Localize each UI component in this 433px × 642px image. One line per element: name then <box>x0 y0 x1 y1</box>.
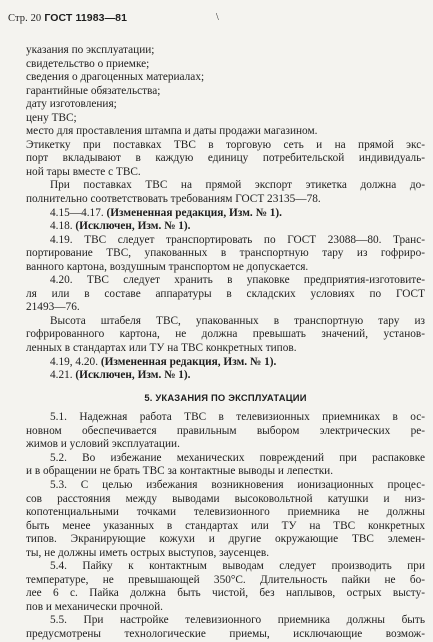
text-line: 5.3. С целью избежания возникновения ионизационных процес- <box>50 478 425 491</box>
text-line: новном обеспечивается правильным выбором электрических ре- <box>26 424 425 437</box>
text-line: При поставках ТВС на прямой экспорт этикетка должна до- <box>50 179 425 192</box>
text-line: сов расстояния между выводами высоковольтной катушки и низ- <box>26 492 425 505</box>
text-line: 21493—76. <box>26 301 80 314</box>
paragraph-4-20 <box>26 274 425 315</box>
document-body <box>26 44 425 642</box>
change-note-4-19 <box>26 356 425 370</box>
text-line: быть менее указанных в стандартах или ТУ на ТВС конкретных <box>26 519 425 532</box>
text-line: 5.4. Пайку к контактным выводам следует производить при <box>50 560 425 573</box>
text-line: 5.2. Во избежание механических повреждений при распаковке <box>50 451 425 464</box>
page-number: Стр. 20 <box>8 13 42 24</box>
change-note-text: (Измененная редакция, Изм. № 1). <box>106 206 282 219</box>
change-note-text: (Исключен, Изм. № 1). <box>75 369 191 382</box>
change-note-text: (Исключен, Изм. № 1). <box>75 220 191 233</box>
text-line: ванного картона, воздушным транспортом не допускается. <box>26 260 309 273</box>
list-item: дату изготовления; <box>26 98 117 111</box>
text-line: порт вкладывают в каждую единицу потребительской индивидуаль- <box>26 152 425 165</box>
text-line: лее 6 с. Пайка должна быть чистой, без наплывов, острых высту- <box>26 587 425 600</box>
text-line: 5.5. При настройке телевизионного приемника должны быть <box>50 614 425 627</box>
text-line: ля или в составе аппаратуры в складских условиях по ГОСТ <box>26 287 425 300</box>
change-note-4-18 <box>26 220 425 234</box>
paragraph-stack-height <box>26 315 425 356</box>
change-note-4-21 <box>26 369 425 383</box>
list-item: свидетельство о приемке; <box>26 57 150 70</box>
text-line: предусмотрены технологические приемы, исключающие возмож- <box>26 627 425 640</box>
text-line: ленных в стандартах или ТУ на ТВС конкретных типов. <box>26 342 297 355</box>
paragraph-5-1 <box>26 411 425 452</box>
page-header <box>8 12 127 24</box>
list-item: сведения о драгоценных материалах; <box>26 71 205 84</box>
text-line: жимов и условий эксплуатации. <box>26 438 180 451</box>
paragraph-label <box>26 139 425 180</box>
text-line: 4.19. ТВС следует транспортировать по ГОСТ 23088—80. Транс- <box>50 233 425 246</box>
text-line: полнительно соответствовать требованиям ГОСТ 23135—78. <box>26 193 321 206</box>
text-line: типов. Экранирующие кожухи и другие окружающие ТВС элемен- <box>26 533 425 546</box>
clause-number: 4.18. <box>50 220 73 233</box>
text-line: копотенциальными точками телевизионного приемника не должны <box>26 506 425 519</box>
text-line: портирование ТВС, упакованных в транспортную тару из гофриро- <box>26 247 425 260</box>
paragraph-export <box>26 179 425 206</box>
list-item: гарантийные обязательства; <box>26 84 161 97</box>
list-item: указания по эксплуатации; <box>26 44 155 56</box>
margin-mark: \ <box>216 12 219 23</box>
text-line: 5.1. Надежная работа ТВС в телевизионных приемниках в ос- <box>50 411 425 424</box>
text-line: ты, не должны иметь острых выступов, заусенцев. <box>26 546 270 559</box>
text-line: и в обращении не брать ТВС за контактные выводы и лепестки. <box>26 465 334 478</box>
clause-number: 4.15—4.17. <box>50 206 104 219</box>
paragraph-5-4 <box>26 560 425 614</box>
section-title: 5. УКАЗАНИЯ ПО ЭКСПЛУАТАЦИИ <box>144 391 307 403</box>
label-contents-list <box>26 44 425 139</box>
change-note-4-15 <box>26 207 425 221</box>
standard-code: ГОСТ 11983—81 <box>44 12 128 24</box>
paragraph-5-2 <box>26 452 425 479</box>
text-line: ной тары вместе с ТВС. <box>26 165 141 178</box>
text-line: температуре, не превышающей 350°С. Длительность пайки не бо- <box>26 573 425 586</box>
text-line: 4.20. ТВС следует хранить в упаковке предприятия-изготовите- <box>50 274 425 287</box>
text-line: пов и механически прочной. <box>26 600 163 613</box>
clause-number: 4.21. <box>50 369 73 382</box>
text-line: гофрированного картона, не должна превышать значений, установ- <box>26 328 425 341</box>
paragraph-4-19 <box>26 234 425 275</box>
list-item: место для проставления штампа и даты продажи магазином. <box>26 125 318 138</box>
list-item: цену ТВС; <box>26 111 77 124</box>
clause-number: 4.19, 4.20. <box>50 355 99 368</box>
text-line: Высота штабеля ТВС, упакованных в транспортную тару из <box>50 314 425 327</box>
text-line: Этикетку при поставках ТВС в торговую сеть и на прямой экс- <box>26 138 425 151</box>
paragraph-5-5 <box>26 614 425 641</box>
paragraph-5-3 <box>26 479 425 560</box>
change-note-text: (Измененная редакция, Изм. № 1). <box>100 355 277 368</box>
